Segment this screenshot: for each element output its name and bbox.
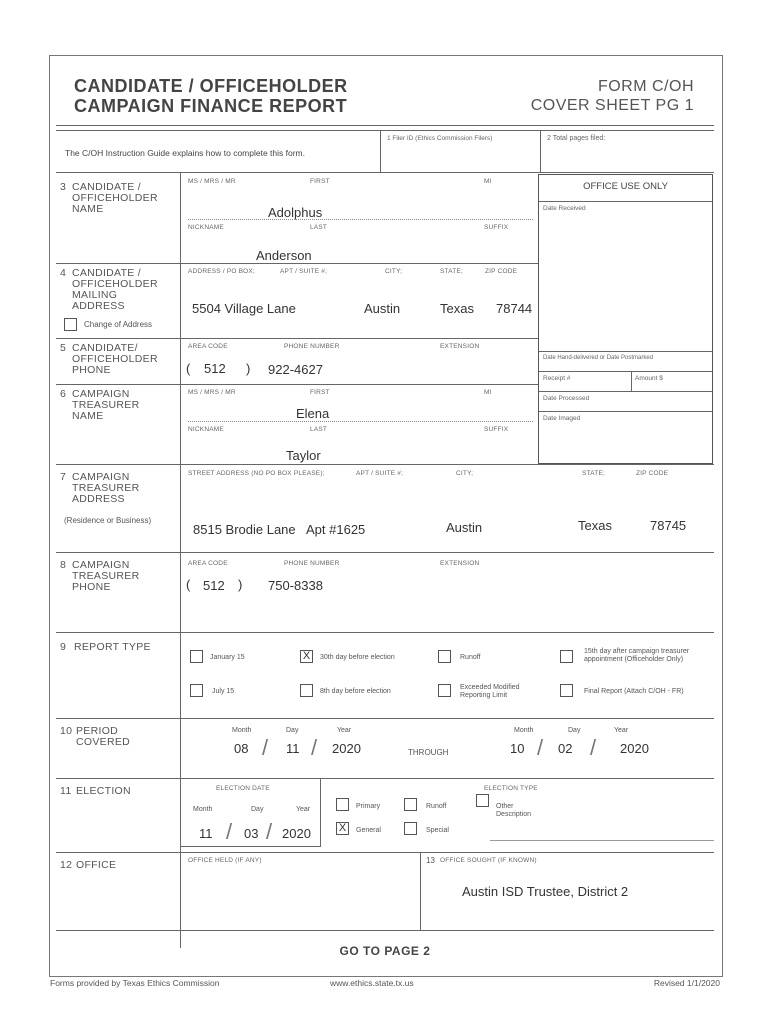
s6-mi-label: MI — [484, 389, 492, 396]
s4-label: CANDIDATE / OFFICEHOLDER MAILING ADDRESS — [72, 267, 158, 312]
office-use-receipt-sep — [631, 371, 632, 391]
office-use-title: OFFICE USE ONLY — [583, 181, 668, 192]
s11-date-bottom — [180, 846, 321, 847]
s11-special-checkbox[interactable] — [404, 822, 417, 835]
s10-to-year-label: Year — [614, 727, 629, 734]
s9-exceeded-label: Exceeded Modified Reporting Limit — [460, 684, 520, 699]
s11-type-label: ELECTION TYPE — [484, 785, 538, 792]
s4-address-value[interactable]: 5504 Village Lane — [192, 301, 296, 316]
s10-to-day-label: Day — [568, 727, 581, 734]
s4-zip-label: ZIP CODE — [485, 268, 518, 275]
instructions-text: The C/OH Instruction Guide explains how to complete this form. — [65, 148, 305, 158]
s9-jan15-label: January 15 — [210, 654, 245, 661]
s11-number: 11 — [60, 785, 72, 797]
office-use-line5 — [539, 411, 712, 412]
s7-number: 7 — [60, 471, 67, 483]
s5-area-label: AREA CODE — [188, 343, 228, 350]
footer-center: www.ethics.state.tx.us — [330, 978, 414, 988]
s5-bottom — [56, 384, 538, 385]
s7-zip-label: ZIP CODE — [636, 470, 669, 477]
s8-number: 8 — [60, 559, 67, 571]
s6-first-value[interactable]: Elena — [296, 406, 330, 421]
office-use-processed: Date Processed — [543, 395, 590, 402]
header-divider — [56, 125, 714, 126]
s3-nickname-label: NICKNAME — [188, 224, 224, 231]
s5-phone-label: PHONE NUMBER — [284, 343, 340, 350]
office-use-title-line — [539, 201, 712, 202]
s6-nickname-label: NICKNAME — [188, 426, 224, 433]
s9-number: 9 — [60, 641, 67, 653]
s13-label: OFFICE SOUGHT (IF KNOWN) — [440, 857, 537, 864]
s9-bottom — [56, 718, 714, 719]
go-to-page-2: GO TO PAGE 2 — [339, 944, 431, 958]
s11-label: ELECTION — [76, 785, 131, 797]
s3-mi-label: MI — [484, 178, 492, 185]
s9-jul15-label: July 15 — [212, 688, 235, 695]
s8-area-open: ( — [186, 577, 191, 592]
s5-number: 5 — [60, 342, 67, 354]
s4-address-label: ADDRESS / PO BOX; — [188, 268, 255, 275]
s11-year-label: Year — [296, 806, 311, 813]
office-use-receipt: Receipt # — [543, 375, 571, 382]
s9-day30-checkbox[interactable] — [300, 650, 313, 663]
s4-zip-value[interactable]: 78744 — [496, 301, 533, 316]
s11-runoff-label: Runoff — [426, 803, 447, 810]
s9-final-checkbox[interactable] — [560, 684, 573, 697]
s10-to-day[interactable]: 02 — [558, 741, 573, 756]
s8-ext-label: EXTENSION — [440, 560, 480, 567]
form-id — [480, 77, 694, 115]
form-id-line1: FORM C/OH — [597, 78, 694, 95]
s7-apt-label: APT / SUITE #; — [356, 470, 404, 477]
s11-other-checkbox[interactable] — [476, 794, 489, 807]
form-title-line2: CAMPAIGN FINANCE REPORT — [74, 96, 348, 116]
s10-from-day[interactable]: 11 — [286, 741, 300, 756]
s11-day[interactable]: 03 — [244, 826, 259, 841]
s5-phone-value[interactable]: 922-4627 — [268, 362, 323, 377]
s10-to-month-label: Month — [514, 727, 534, 734]
s10-from-day-label: Day — [286, 727, 299, 734]
s7-state-value[interactable]: Texas — [578, 518, 612, 533]
total-pages-label: 2 Total pages filed: — [547, 135, 606, 142]
s12-held-field[interactable] — [186, 868, 416, 926]
s8-bottom — [56, 632, 714, 633]
s9-day30-mark: X — [302, 650, 311, 662]
s9-treasurer15-label: 15th day after campaign treasurer appointment (Officeholder Only) — [584, 648, 690, 663]
s4-state-value[interactable]: Texas — [440, 301, 474, 316]
s8-area-label: AREA CODE — [188, 560, 228, 567]
footer-right: Revised 1/1/2020 — [653, 978, 720, 988]
s3-number: 3 — [60, 181, 67, 193]
row1-sep1 — [380, 130, 381, 172]
row1-sep2 — [540, 130, 541, 172]
s10-bottom — [56, 778, 714, 779]
s11-primary-checkbox[interactable] — [336, 798, 349, 811]
s9-jul15-checkbox[interactable] — [190, 684, 203, 697]
s11-month-label: Month — [193, 806, 213, 813]
s11-year[interactable]: 2020 — [282, 826, 311, 841]
s9-final-label: Final Report (Attach C/OH - FR) — [584, 688, 684, 695]
office-use-box — [538, 174, 713, 464]
s9-day30-label: 30th day before election — [320, 654, 395, 661]
filer-id-field[interactable] — [387, 146, 535, 168]
s11-month[interactable]: 11 — [199, 826, 213, 841]
s6-last-label: LAST — [310, 426, 328, 433]
s3-last-value[interactable]: Anderson — [256, 248, 312, 263]
s4-change-checkbox[interactable] — [64, 318, 77, 331]
office-use-hand-delivered: Date Hand-delivered or Date Postmarked — [543, 355, 654, 361]
footer-left: Forms provided by Texas Ethics Commission — [50, 978, 220, 988]
s11-date-sep2 — [320, 778, 321, 846]
s9-label: REPORT TYPE — [74, 641, 151, 653]
s10-from-slash2: / — [311, 735, 318, 760]
s3-bottom — [56, 263, 538, 264]
s3-dotted-line — [188, 219, 533, 220]
s6-dotted-line — [188, 421, 533, 422]
s5-area-value[interactable]: 512 — [204, 361, 226, 376]
s11-general-label: General — [356, 827, 381, 834]
s3-first-value[interactable]: Adolphus — [268, 205, 323, 220]
s7-label: CAMPAIGN TREASURER ADDRESS — [72, 471, 140, 505]
s6-first-label: FIRST — [310, 389, 330, 396]
s7-city-label: CITY; — [456, 470, 474, 477]
s10-to-year[interactable]: 2020 — [620, 741, 649, 756]
s6-label: CAMPAIGN TREASURER NAME — [72, 388, 140, 422]
s11-general-checkbox[interactable] — [336, 822, 349, 835]
s7-street-label: STREET ADDRESS (NO PO BOX PLEASE); — [188, 470, 325, 477]
s4-state-label: STATE; — [440, 268, 463, 275]
s7-bottom — [56, 552, 714, 553]
row1-bottom — [56, 172, 714, 173]
s5-area-open: ( — [186, 361, 191, 376]
s13-bottom — [56, 930, 714, 931]
form-title-line1: CANDIDATE / OFFICEHOLDER — [74, 76, 348, 96]
form-id-line2: COVER SHEET PG 1 — [530, 97, 694, 114]
s10-from-year[interactable]: 2020 — [332, 741, 361, 756]
s10-to-slash1: / — [537, 735, 544, 760]
office-use-line4 — [539, 391, 712, 392]
s3-label: CANDIDATE / OFFICEHOLDER NAME — [72, 181, 158, 215]
s4-change-label: Change of Address — [84, 320, 153, 329]
s7-state-label: STATE; — [582, 470, 605, 477]
s11-description-label: Description — [496, 811, 532, 818]
s7-apt-value[interactable]: Apt #1625 — [306, 522, 366, 537]
s6-number: 6 — [60, 388, 67, 400]
office-use-imaged: Date Imaged — [543, 415, 581, 422]
s9-jan15-checkbox[interactable] — [190, 650, 203, 663]
label-col-divider — [180, 172, 181, 948]
s9-runoff-checkbox[interactable] — [438, 650, 451, 663]
s4-number: 4 — [60, 267, 67, 279]
s12-number: 12 — [60, 859, 73, 871]
s6-ms-label: MS / MRS / MR — [188, 389, 236, 396]
s10-through: THROUGH — [408, 748, 449, 757]
s5-label: CANDIDATE/ OFFICEHOLDER PHONE — [72, 342, 158, 376]
s13-value[interactable]: Austin ISD Trustee, District 2 — [462, 884, 629, 899]
s10-to-slash2: / — [590, 735, 597, 760]
s6-bottom — [56, 464, 714, 465]
s11-description-line — [490, 840, 714, 841]
s10-to-month[interactable]: 10 — [510, 741, 525, 756]
s8-phone-value[interactable]: 750-8338 — [268, 578, 323, 593]
s13-number: 13 — [426, 856, 435, 865]
s8-area-close: ) — [238, 577, 243, 592]
s6-suffix-label: SUFFIX — [484, 426, 509, 433]
s9-runoff-label: Runoff — [460, 654, 481, 661]
s11-slash1: / — [226, 819, 233, 844]
s11-day-label: Day — [251, 806, 264, 813]
s3-last-label: LAST — [310, 224, 328, 231]
s7-city-value[interactable]: Austin — [446, 520, 483, 535]
s3-first-label: FIRST — [310, 178, 330, 185]
s11-primary-label: Primary — [356, 803, 381, 810]
s3-ms-label: MS / MRS / MR — [188, 178, 236, 185]
s12-label: OFFICE — [76, 859, 117, 871]
s9-day8-label: 8th day before election — [320, 688, 391, 695]
s4-apt-label: APT / SUITE #; — [280, 268, 328, 275]
s7-street-value[interactable]: 8515 Brodie Lane — [193, 522, 296, 537]
s4-city-value[interactable]: Austin — [364, 301, 401, 316]
s11-date-label: ELECTION DATE — [216, 785, 270, 792]
s10-label: PERIOD COVERED — [76, 725, 131, 748]
s10-number: 10 — [60, 725, 73, 737]
office-use-amount: Amount $ — [635, 375, 663, 382]
total-pages-field[interactable] — [547, 146, 709, 168]
s9-day8-checkbox[interactable] — [300, 684, 313, 697]
s9-treasurer15-checkbox[interactable] — [560, 650, 573, 663]
s9-exceeded-checkbox[interactable] — [438, 684, 451, 697]
s8-area-value[interactable]: 512 — [203, 578, 225, 593]
filer-id-label: 1 Filer ID (Ethics Commission Filers) — [387, 135, 493, 142]
office-use-date-received: Date Received — [543, 205, 586, 212]
s11-runoff-checkbox[interactable] — [404, 798, 417, 811]
s12-s13-sep — [420, 852, 421, 930]
form-title — [74, 76, 348, 116]
s7-sub: (Residence or Business) — [64, 516, 152, 525]
s6-last-value[interactable]: Taylor — [286, 448, 321, 463]
office-use-line3 — [539, 371, 712, 372]
s10-from-slash1: / — [262, 735, 269, 760]
s10-from-year-label: Year — [337, 727, 352, 734]
row1-top — [56, 130, 714, 131]
s5-ext-label: EXTENSION — [440, 343, 480, 350]
s10-from-month[interactable]: 08 — [234, 741, 249, 756]
s12-held-label: OFFICE HELD (IF ANY) — [188, 857, 262, 864]
s11-bottom — [56, 852, 714, 853]
s10-from-month-label: Month — [232, 727, 252, 734]
office-use-line2 — [539, 351, 712, 352]
s8-label: CAMPAIGN TREASURER PHONE — [72, 559, 140, 593]
s3-suffix-label: SUFFIX — [484, 224, 509, 231]
s4-city-label: CITY; — [385, 268, 403, 275]
s11-slash2: / — [266, 819, 273, 844]
s7-zip-value[interactable]: 78745 — [650, 518, 687, 533]
s11-special-label: Special — [426, 827, 449, 834]
s11-other-label: Other — [496, 803, 514, 810]
s5-area-close: ) — [246, 361, 251, 376]
s4-bottom — [56, 338, 538, 339]
s8-phone-label: PHONE NUMBER — [284, 560, 340, 567]
s11-general-mark: X — [338, 822, 347, 834]
